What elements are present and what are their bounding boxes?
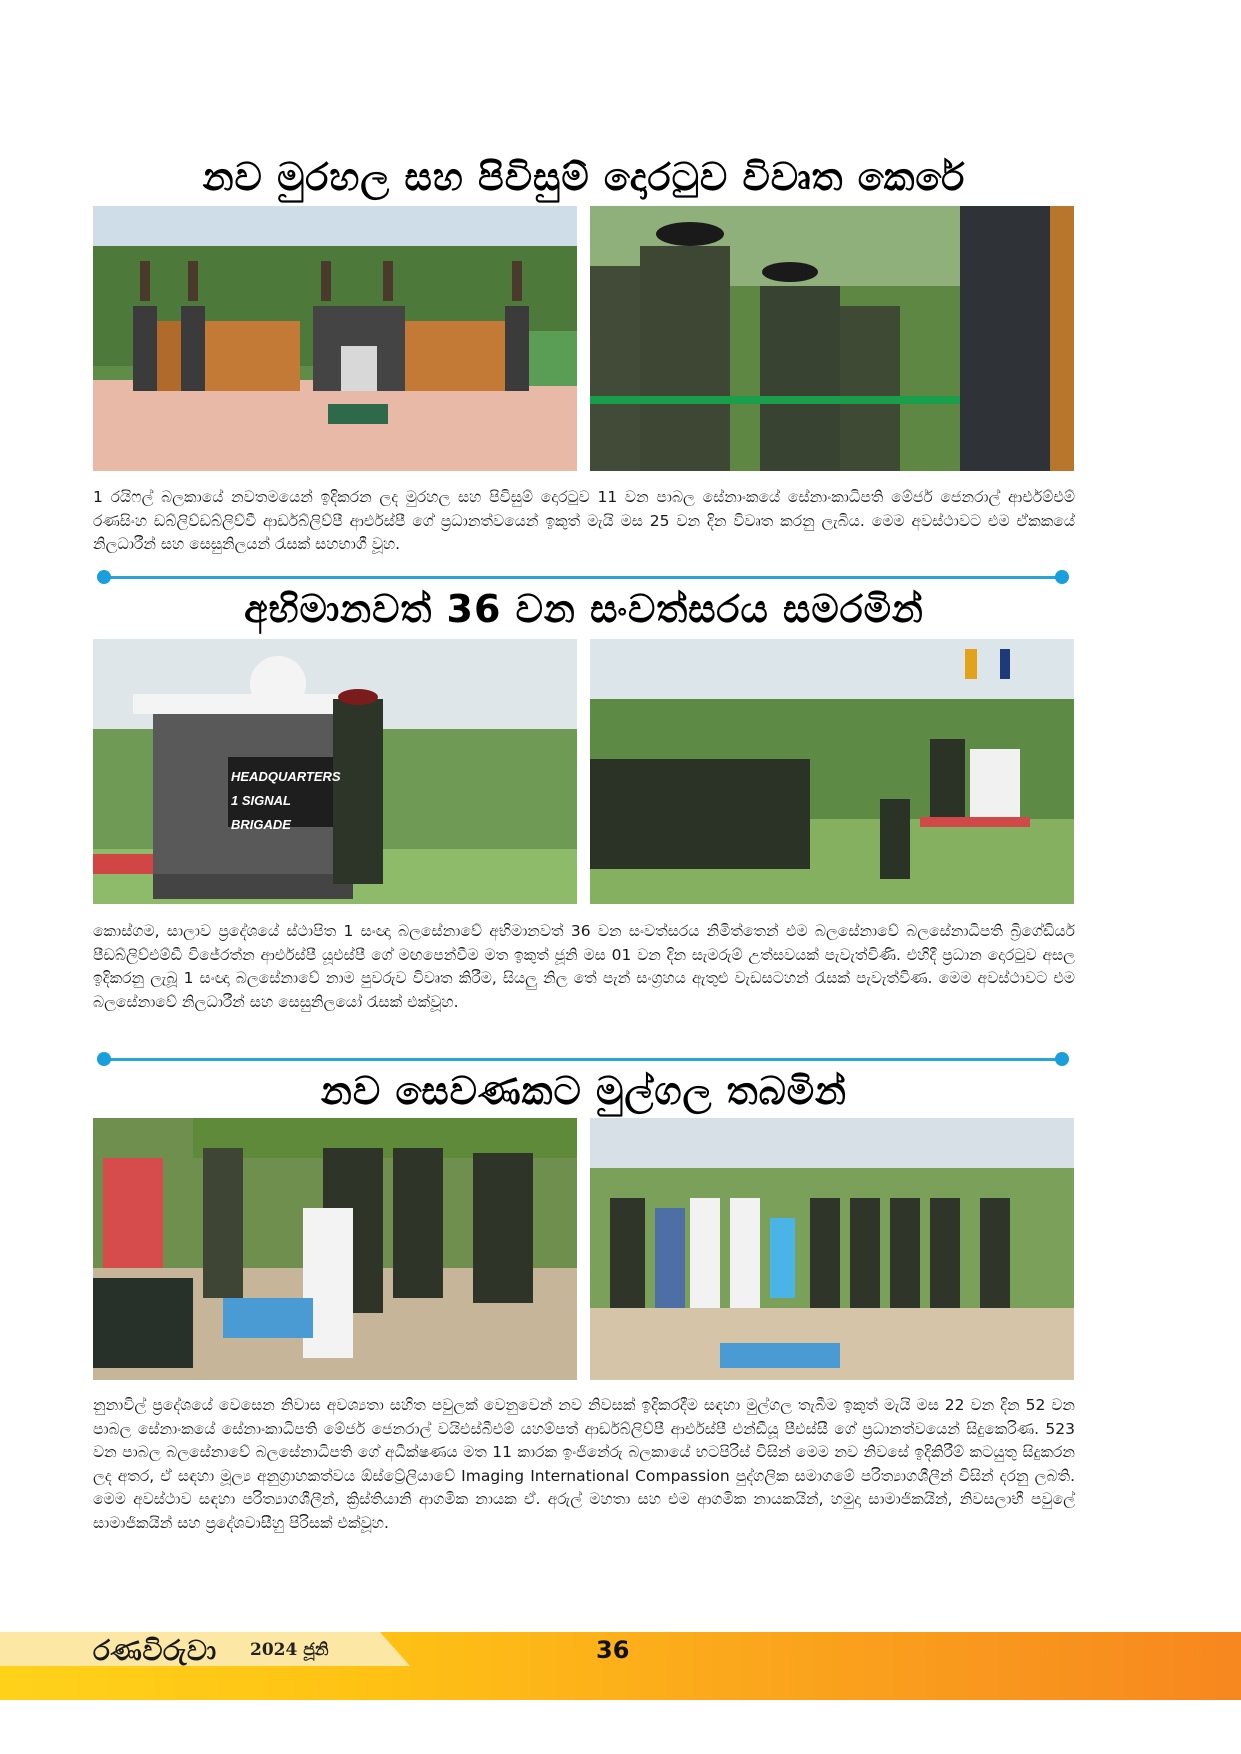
article2-title: අභිමානවත් 36 වන සංවත්සරය සමරමින් [244,587,924,631]
sign-text-line1: HEADQUARTERS [231,769,341,784]
photo-group-at-site [590,1118,1074,1380]
article1-body: 1 රයිෆල් බලකායේ නවතමයෙන් ඉදිකරන ලද මුරහල සහ පිවිසුම් දොරටුව 11 වන පාබල සේනාංකයේ සේනාංකාධිපති මේජර් ජෙනරාල් ආර්එම්එම් රණසිංහ ඩබ්ලිව්ඩබ්ලිව්වී ආර්ඩබ්ලිව්පී ආර්එස්පී ගේ ප්‍රධානත්වයෙන් ඉකුත් මැයි මස 25 වන දින විවෘත කරනු ලැබිය. මෙම අවස්ථාවට එම ඒකකයේ නිලධාරීන් සහ සෙසුනිලයන් රැසක් සහභාගී වූහ. [93,488,1075,553]
section-divider [97,570,1069,584]
sign-text-line2: 1 SIGNAL BRIGADE [231,793,291,832]
magazine-logo: රණවිරුවා [93,1634,217,1667]
page-number: 36 [596,1636,630,1664]
article3-title: නව සෙවණකට මුල්ගල තබමින් [321,1069,847,1113]
article2-body: කොස්ගම, සාලාව ප්‍රදේශයේ ස්ථාපිත 1 සංඥා බලසේනාවේ අභිමානවත් 36 වන සංවත්සරය නිමිත්තෙන් එම බලසේනාවේ බලසේනාධිපති බ්‍රිගේඩියර් පීඩබ්ලිව්එම්ඩී විජේරත්න ආර්එස්පී යූඑස්පී ගේ මඟපෙන්වීම මත ඉකුත් ජූනි මස 01 වන දින සැමරුම් උත්සවයක් පැවැත්විණි. එහිදී ප්‍රධාන දොරටුව අසල ඉදිකරනු ලැබූ 1 සංඥා බලසේනාවේ නාම පුවරුව විවෘත කිරීම, සියලු නිල තේ පැන් සංග්‍රහය ඇතුළු වැඩසටහන් රැසක් පැවැත්විණ. මෙම අවස්ථාවට එම බලසේනාවේ නිලධාරීන් සහ සෙසුනිලයෝ රැසක් එක්වූහ. [93,922,1075,1011]
photo-ribbon-cutting [590,206,1074,471]
photo-hq-nameboard [93,639,577,904]
section-divider [97,1052,1069,1066]
issue-date: 2024 ජූනි [250,1640,329,1660]
photo-parade-salute [590,639,1074,904]
article1-title: නව මුරහල සහ පිවිසුම් දොරටුව විවෘත කෙරේ [202,155,966,199]
photo-foundation-blessing [93,1118,577,1380]
article3-body: නුනාවිල් ප්‍රදේශයේ වෙසෙන නිවාස අවශ්‍යතා සහිත පවුලක් වෙනුවෙන් නව නිවසක් ඉදිකරදීම සඳහා මුල්ගල තැබීම ඉකුත් මැයි මස 22 වන දින 52 වන පාබල සේනාංකයේ සේනාංකාධිපති මේජර් ජෙනරාල් වයිඑස්බීඑම් යහම්පත් ආර්ඩබ්ලිව්පී ආර්එස්පී එන්ඩීයූ පීඑස්සී ගේ ප්‍රධානත්වයෙන් සිදුකෙරිණ. 523 වන පාබල බලසේනාවේ බලසේනාධිපති ගේ අධීක්ෂණය මත 11 කාරක ඉංජිනේරු බලකායේ භටපිරිස් විසින් මෙම නව නිවසේ ඉදිකිරීම් කටයුතු සිදුකරන ලද අතර, ඒ සඳහා මූල්‍ය අනුග්‍රාහකත්වය ඕස්ට්‍රේලියාවේ Imaging International Compassion පුද්ගලික සමාගමේ පරිත්‍යාගශීලීන් විසින් දරනු ලබති. මෙම අවස්ථාව සඳහා පරිත්‍යාගශීලීන්, ක්‍රිස්තියානි ආගමික නායක ඒ. අරුල් මහතා සහ එම ආගමික නායකයින්, හමුදා සාමාජිකයින්, නිවසලාභී පවුලේ සාමාජිකයින් සහ ප්‍රදේශවාසීහු පිරිසක් එක්වූහ. [93,1396,1075,1532]
photo-guardroom-gate [93,206,577,471]
